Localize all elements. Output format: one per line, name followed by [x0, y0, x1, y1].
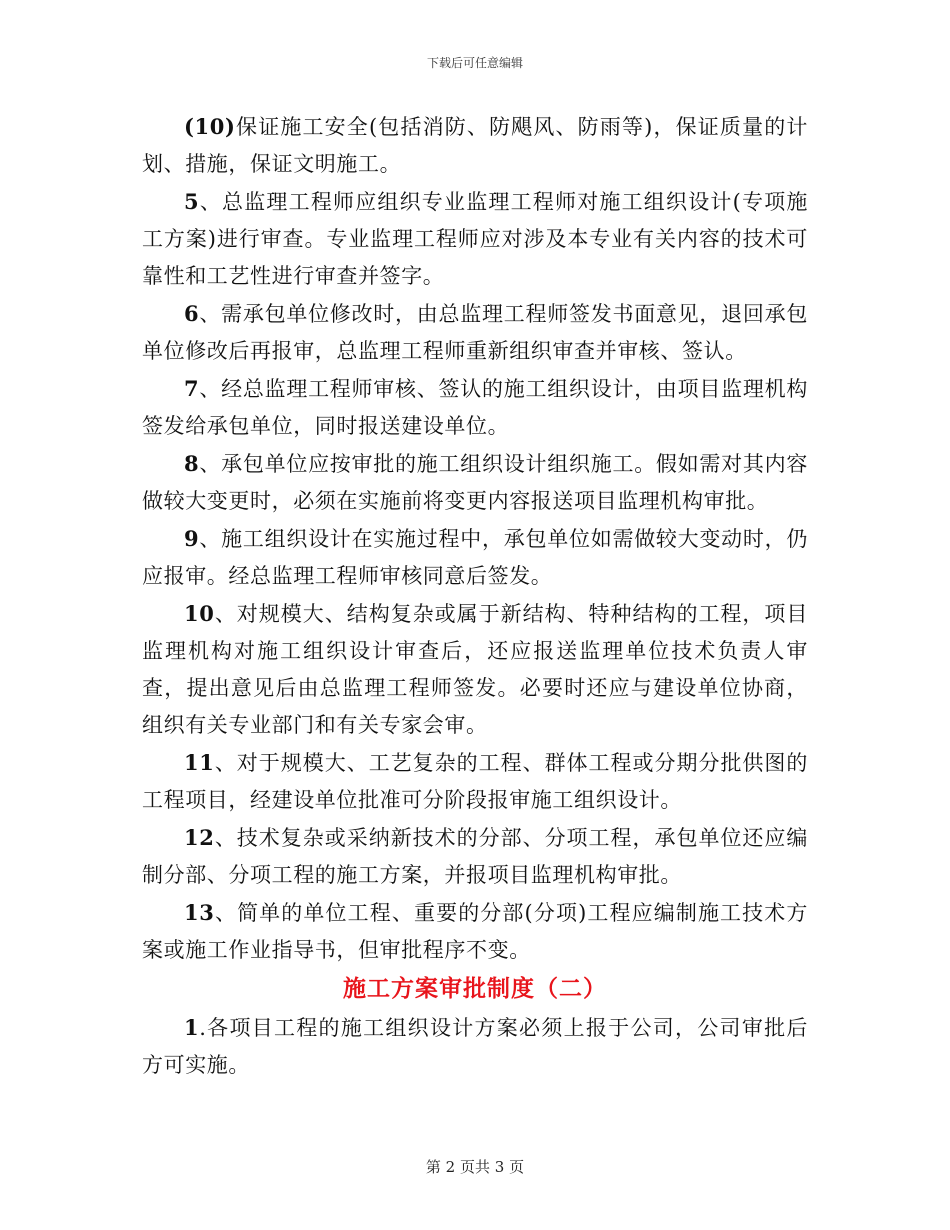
paragraph-text: .各项目工程的施工组织设计方案必须上报于公司，公司审批后方可实施。: [142, 1016, 808, 1077]
paragraph-item-6: [142, 295, 808, 370]
section2-paragraph-1: [142, 1009, 808, 1084]
document-body: [142, 108, 808, 1084]
paragraph-text: 、总监理工程师应组织专业监理工程师对施工组织设计(专项施工方案)进行审查。专业监理工程师应对涉及本专业有关内容的技术可靠性和工艺性进行审查并签字。: [142, 190, 808, 288]
paragraph-text: 、简单的单位工程、重要的分部(分项)工程应编制施工技术方案或施工作业指导书，但审批程序不变。: [142, 901, 808, 962]
paragraph-text: 、技术复杂或采纳新技术的分部、分项工程，承包单位还应编制分部、分项工程的施工方案，并报项目监理机构审批。: [142, 826, 808, 887]
page-header: 下载后可任意编辑: [426, 56, 523, 70]
paragraph-number: 13: [184, 900, 215, 925]
page-footer: 第 2 页共 3 页: [425, 1158, 525, 1176]
paragraph-item-9: [142, 520, 808, 595]
paragraph-number: 9: [184, 526, 200, 551]
paragraph-number: 7: [184, 376, 200, 401]
paragraph-text: 保证施工安全(包括消防、防飓风、防雨等)，保证质量的计划、措施，保证文明施工。: [142, 115, 808, 176]
paragraph-text: 、对规模大、结构复杂或属于新结构、特种结构的工程，项目监理机构对施工组织设计审查后，还应报送监理单位技术负责人审查，提出意见后由总监理工程师签发。必要时还应与建设单位协商，组织有关专业部门和有关专家会审。: [142, 602, 808, 737]
paragraph-text: 、需承包单位修改时，由总监理工程师签发书面意见，退回承包单位修改后再报审，总监理工程师重新组织审查并审核、签认。: [142, 302, 808, 363]
paragraph-number: 5: [184, 189, 200, 214]
paragraph-number: 6: [184, 301, 200, 326]
paragraph-text: 、承包单位应按审批的施工组织设计组织施工。假如需对其内容做较大变更时，必须在实施前将变更内容报送项目监理机构审批。: [142, 452, 808, 513]
paragraph-number: (10): [184, 114, 236, 139]
paragraph-item-10: [142, 108, 808, 183]
paragraph-item-5: [142, 183, 808, 295]
paragraph-item-7: [142, 370, 808, 445]
paragraph-item-8: [142, 445, 808, 520]
paragraph-number: 1: [184, 1015, 200, 1040]
paragraph-text: 、施工组织设计在实施过程中，承包单位如需做较大变动时，仍应报审。经总监理工程师审核同意后签发。: [142, 527, 808, 588]
paragraph-item-13: [142, 894, 808, 969]
paragraph-number: 8: [184, 451, 200, 476]
paragraph-number: 12: [184, 825, 215, 850]
paragraph-item-12: [142, 819, 808, 894]
paragraph-text: 、对于规模大、工艺复杂的工程、群体工程或分期分批供图的工程项目，经建设单位批准可分阶段报审施工组织设计。: [142, 751, 808, 812]
section-title: 施工方案审批制度（二）: [343, 975, 607, 1002]
paragraph-item-11: [142, 744, 808, 819]
paragraph-number: 11: [184, 750, 215, 775]
paragraph-item-10b: [142, 595, 808, 744]
paragraph-text: 、经总监理工程师审核、签认的施工组织设计，由项目监理机构签发给承包单位，同时报送建设单位。: [142, 377, 808, 438]
paragraph-number: 10: [184, 601, 215, 626]
